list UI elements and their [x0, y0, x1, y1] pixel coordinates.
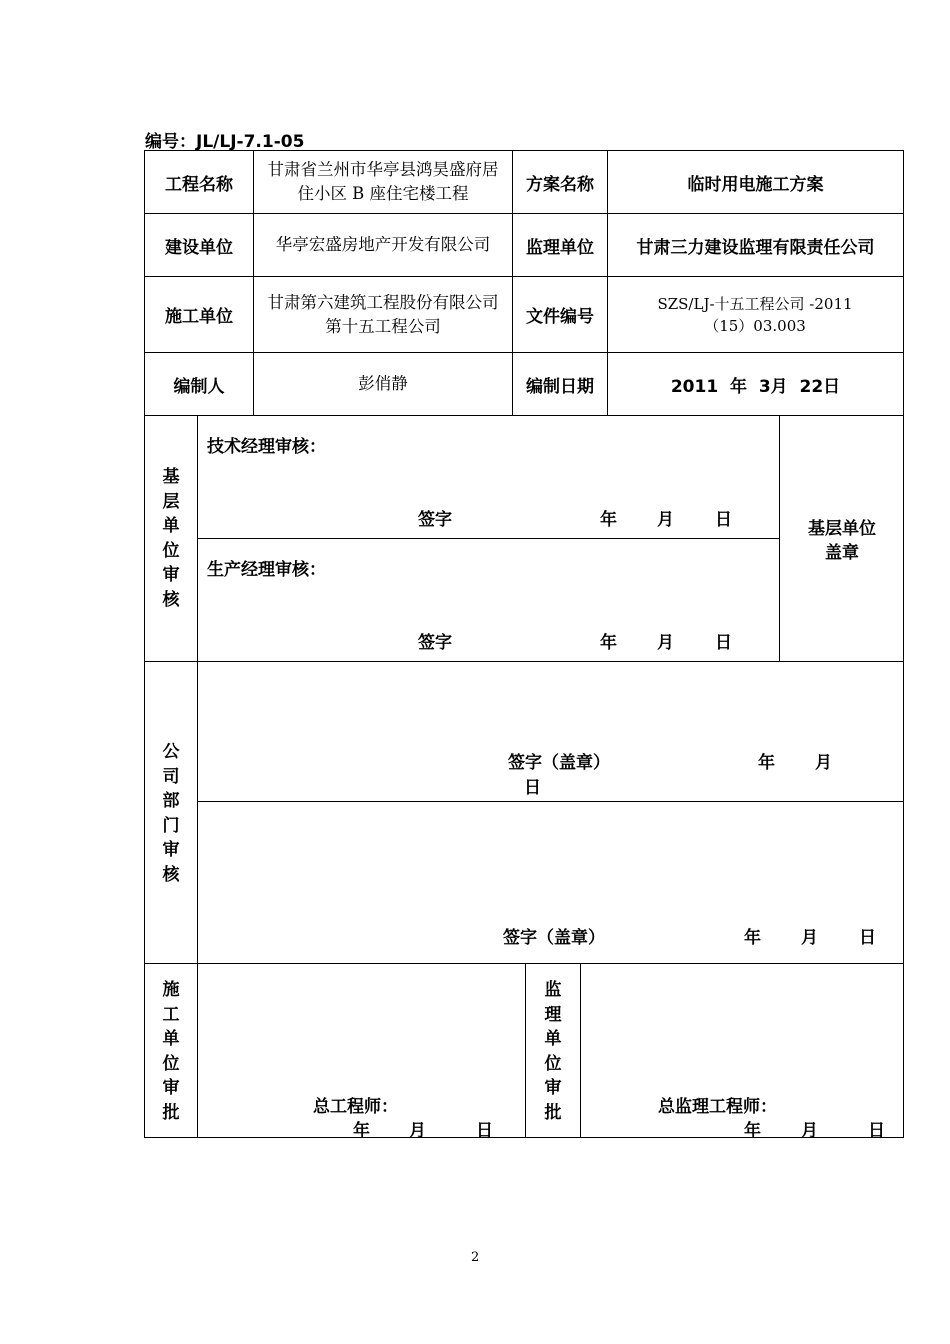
chief-supervisor-label: 总监理工程师： [658, 1097, 777, 1117]
file-number-value: SZS/LJ-十五工程公司 -2011（15）03.003 [657, 294, 853, 335]
company-month-2: 月 [801, 928, 818, 948]
tech-sign-label: 签字 [418, 510, 452, 530]
contractor-label: 施工单位 [165, 307, 233, 327]
company-sign-seal-1: 签字（盖章） [508, 753, 610, 773]
company-year-2: 年 [744, 928, 761, 948]
chief-engineer-label: 总工程师： [313, 1097, 398, 1117]
prod-month-label: 月 [657, 633, 674, 653]
plan-name-value: 临时用电施工方案 [687, 174, 824, 195]
project-name-value: 甘肃省兰州市华亭县鸿昊盛府居住小区 B 座住宅楼工程 [267, 160, 499, 203]
company-year-1: 年 [758, 753, 775, 773]
author-label: 编制人 [173, 376, 225, 397]
document-code: 编号：JL/LJ-7.1-05 [145, 132, 305, 152]
company-day-1: 日 [524, 778, 541, 798]
company-review-label: 公司部门审核 [162, 742, 180, 885]
supervision-unit-value: 甘肃三力建设监理有限责任公司 [636, 237, 875, 258]
file-number-label: 文件编号 [526, 307, 594, 327]
construction-month: 月 [409, 1121, 426, 1141]
supervision-approval-label: 监理单位审批 [544, 980, 562, 1123]
tech-manager-review-title: 技术经理审核： [207, 437, 326, 457]
owner-unit-value: 华亭宏盛房地产开发有限公司 [275, 235, 491, 254]
tech-day-label: 日 [715, 510, 732, 530]
tech-month-label: 月 [657, 510, 674, 530]
author-value: 彭俏静 [358, 374, 408, 393]
supervision-unit-label: 监理单位 [526, 237, 594, 258]
contractor-value [262, 277, 504, 352]
base-review-label: 基层单位审核 [162, 467, 180, 610]
base-unit-seal-label: 基层单位盖章 [808, 519, 876, 563]
supervision-day: 日 [868, 1121, 885, 1141]
construction-day: 日 [476, 1121, 493, 1141]
production-manager-review-title: 生产经理审核： [207, 560, 326, 580]
construction-approval-label: 施工单位审批 [162, 980, 180, 1123]
company-month-1: 月 [815, 753, 832, 773]
compile-date-label: 编制日期 [526, 376, 594, 397]
owner-unit-label: 建设单位 [165, 237, 233, 258]
page-number: 2 [471, 1250, 480, 1265]
supervision-month: 月 [801, 1121, 818, 1141]
tech-year-label: 年 [600, 510, 617, 530]
contractor-value-line1: 甘肃第六建筑工程股份有限公司 [267, 292, 499, 312]
company-sign-seal-2: 签字（盖章） [503, 928, 605, 948]
contractor-value-line2: 第十五工程公司 [325, 316, 441, 336]
compile-date-value: 2011 年 3月 22日 [670, 376, 841, 397]
plan-name-label: 方案名称 [526, 174, 594, 195]
prod-day-label: 日 [715, 633, 732, 653]
prod-sign-label: 签字 [418, 633, 452, 653]
construction-year: 年 [353, 1121, 370, 1141]
project-name-label: 工程名称 [165, 174, 233, 195]
supervision-year: 年 [744, 1121, 761, 1141]
company-day-2: 日 [859, 928, 876, 948]
prod-year-label: 年 [600, 633, 617, 653]
